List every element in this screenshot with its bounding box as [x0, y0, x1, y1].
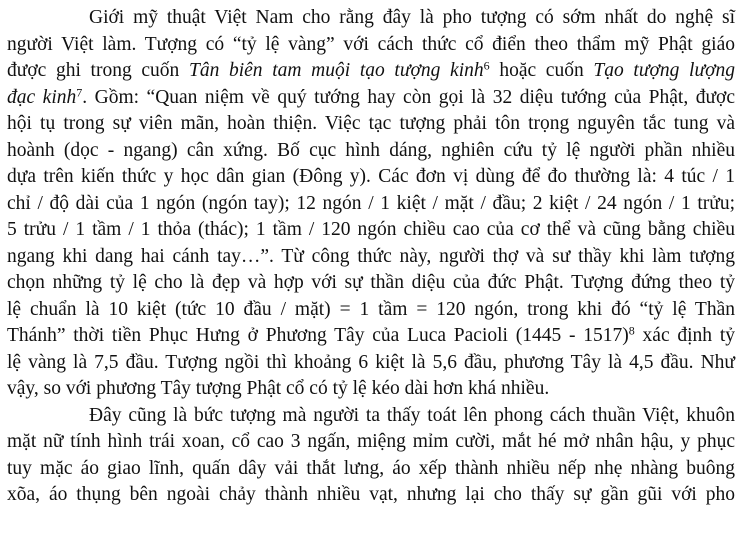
text-line: mặt nữ tính hình trái xoan, cổ cao 3 ngấn, miệng mỉm cười, mắt hé mở nhân hậu, y phục: [7, 431, 735, 452]
book-title: Tân biên tam muội tạo tượng kinh: [188, 60, 484, 81]
paragraph-2: [7, 403, 735, 509]
text-line: lệ vàng là 7,5 đầu. Tượng ngồi thì khoảng 6 kiệt là 5,6 đầu, phương Tây là 4,5 đầu. Như: [7, 351, 735, 373]
text-run: hoặc cuốn: [489, 60, 594, 81]
text-run: . Gồm: “Quan niệm về quý tướng hay còn gọi là 32 diệu tướng của Phật, được: [82, 86, 735, 108]
text-line: tuy mặc áo giao lĩnh, quấn dây vải thắt lưng, áo xếp thành nhiều nếp nhẹ nhàng buông: [7, 457, 735, 479]
book-title: đạc kinh: [7, 86, 77, 108]
text-line: dựa trên kiến thức y học dân gian (Đông y). Các đơn vị dùng để đo thường là: 4 túc / 1: [7, 166, 735, 187]
text-line: chỉ / độ dài của 1 ngón (ngón tay); 12 ngón / 1 kiệt / mặt / đầu; 2 kiệt / 24 ngón / 1 trửu;: [7, 192, 735, 214]
footnote-ref: 6: [483, 58, 490, 73]
text-line: Giới mỹ thuật Việt Nam cho rằng đây là pho tượng có sớm nhất do nghệ sĩ: [89, 7, 735, 28]
text-line: [7, 58, 735, 85]
book-title: Tạo tượng lượng: [593, 60, 736, 81]
text-line: xõa, áo thụng bên ngoài chảy thành nhiều vạt, nhưng lại cho thấy sự gần gũi với pho: [7, 484, 735, 505]
text-line: chọn những tỷ lệ cho là đẹp và hợp với sự thần diệu của đức Phật. Tượng đứng theo tỷ: [7, 272, 735, 293]
text-line: ngang khi dang hai cánh tay…”. Từ công thức này, người thợ và sư thầy khi làm tượng: [7, 245, 735, 267]
text-line: lệ chuẩn là 10 kiệt (tức 10 đầu / mặt) = 1 tầm = 120 ngón, trong khi đó “tỷ lệ Thần: [7, 298, 735, 320]
text-line: 5 trửu / 1 tầm / 1 thỏa (thác); 1 tầm / 120 ngón chiều cao của cơ thể và cũng bằng chiều: [7, 219, 735, 240]
text-line: vậy, so với phương Tây tượng Phật cổ có tỷ lệ kéo dài hơn khá nhiều.: [7, 378, 550, 399]
text-run: được ghi trong cuốn: [7, 60, 189, 81]
paragraph-1: [7, 5, 735, 403]
text-line: hoành (dọc - ngang) cân xứng. Bố cục hình dáng, nghiên cứu tỷ lệ người phần nhiều: [7, 139, 735, 161]
text-line: [7, 323, 735, 350]
text-run: Thánh” thời tiền Phục Hưng ở Phương Tây của Luca Pacioli (1445 - 1517): [7, 325, 629, 346]
text-line: hội tụ trong sự viên mãn, hoàn thiện. Việc tạc tượng phải tôn trọng nguyên tắc tung và: [7, 113, 735, 134]
text-run: xác định tỷ: [634, 325, 735, 346]
text-line: người Việt làm. Tượng có “tỷ lệ vàng” với cách thức cổ điển theo thẩm mỹ Phật giáo: [7, 33, 735, 55]
footnote-ref: 8: [628, 323, 635, 338]
text-line: Đây cũng là bức tượng mà người ta thấy toát lên phong cách thuần Việt, khuôn: [89, 404, 735, 426]
footnote-ref: 7: [76, 84, 83, 99]
text-line: [7, 85, 735, 112]
